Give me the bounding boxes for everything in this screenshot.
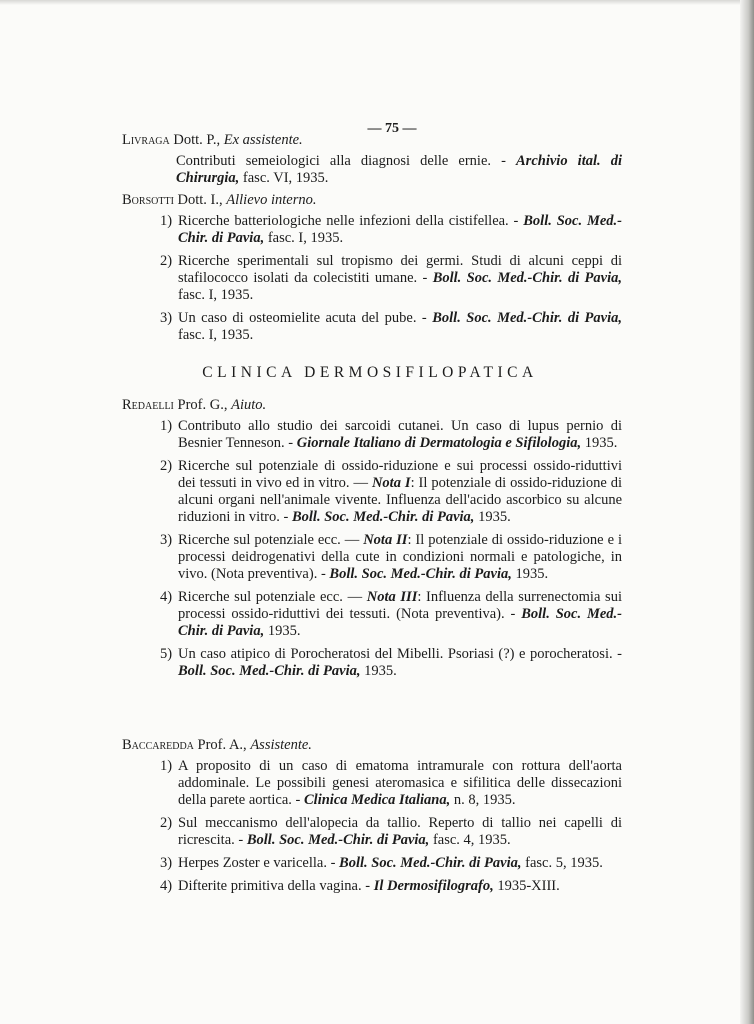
scan-top-edge bbox=[0, 0, 754, 5]
publication-entry bbox=[160, 310, 623, 344]
journal-citation: Boll. Soc. Med.-Chir. di Pavia, bbox=[178, 213, 622, 246]
entry-text: Un caso atipico di Porocheratosi del Mibelli. Psoriasi (?) e porocheratosi. - bbox=[178, 646, 622, 662]
entry-text: Sul meccanismo dell'alopecia da tallio. Reperto di tallio nei capelli di ricrescita. - bbox=[178, 815, 622, 848]
entry-text: fasc. I, 1935. bbox=[178, 327, 254, 343]
entry-text: fasc. I, 1935. bbox=[178, 287, 254, 303]
entry-text: Herpes Zoster e varicella. - bbox=[178, 855, 340, 871]
entry-text: 1935. bbox=[360, 663, 397, 679]
author-line bbox=[122, 737, 622, 754]
author-title: Dott. I., bbox=[173, 192, 227, 208]
author-role: Assistente. bbox=[250, 737, 312, 753]
entry-text: fasc. 5, 1935. bbox=[521, 855, 603, 871]
journal-citation: Il Dermosifilografo, bbox=[373, 878, 494, 894]
entry-number: 1) bbox=[160, 418, 173, 434]
section-livraga bbox=[122, 132, 622, 193]
entry-text: 1935. bbox=[474, 509, 511, 525]
entry-number: 4) bbox=[160, 878, 173, 894]
journal-citation: Clinica Medica Italiana, bbox=[304, 792, 451, 808]
publication-entry bbox=[160, 418, 622, 452]
publication-text bbox=[156, 153, 622, 187]
publication-entry bbox=[160, 758, 622, 809]
publication-entry bbox=[160, 532, 622, 583]
journal-citation: Boll. Soc. Med.-Chir. di Pavia, bbox=[178, 663, 361, 679]
author-surname: Baccaredda bbox=[122, 737, 194, 753]
entry-text: 1935. bbox=[264, 623, 301, 639]
author-role: Allievo interno. bbox=[226, 192, 317, 208]
publication-entry bbox=[156, 153, 622, 187]
entry-text: Difterite primitiva della vagina. - bbox=[178, 878, 374, 894]
section-borsotti bbox=[122, 192, 622, 350]
author-surname: Livraga bbox=[122, 132, 170, 148]
journal-citation: Archivio ital. di Chirurgia, bbox=[176, 153, 622, 186]
author-surname: Redaelli bbox=[122, 397, 174, 413]
entry-text: Contributi semeiologici alla diagnosi delle ernie. - bbox=[176, 153, 517, 169]
section-redaelli bbox=[122, 397, 622, 686]
entry-number: 3) bbox=[160, 310, 173, 326]
entry-text: Ricerche batteriologiche nelle infezioni della cistifellea. - bbox=[178, 213, 524, 229]
entry-text: : Il potenziale di ossido-riduzione di alcuni organi nell'animale vivente. Influenza dell'acido ascorbico su alcune riduzioni in vitro. - bbox=[178, 475, 623, 525]
journal-citation: Nota III bbox=[366, 589, 418, 605]
entry-text: Un caso di osteomielite acuta del pube. - bbox=[178, 310, 433, 326]
journal-citation: Boll. Soc. Med.-Chir. di Pavia, bbox=[432, 270, 623, 286]
entry-text: Ricerche sul potenziale di ossido-riduzione e sui processi ossido-riduttivi dei tessuti in vivo ed in vitro. — bbox=[178, 458, 622, 491]
entry-number: 2) bbox=[160, 458, 173, 474]
entry-number: 2) bbox=[160, 253, 173, 269]
entry-number: 3) bbox=[160, 855, 173, 871]
journal-citation: Nota II bbox=[363, 532, 408, 548]
page-number: — 75 — bbox=[367, 121, 417, 136]
journal-citation: Boll. Soc. Med.-Chir. di Pavia, bbox=[432, 310, 623, 326]
entry-text: Ricerche sul potenziale ecc. — bbox=[178, 589, 367, 605]
publication-entry bbox=[160, 815, 622, 849]
entry-text: n. 8, 1935. bbox=[450, 792, 516, 808]
section-heading: CLINICA DERMOSIFILOPATICA bbox=[202, 364, 538, 381]
publication-entry bbox=[160, 589, 623, 640]
author-role: Ex assistente. bbox=[223, 132, 303, 148]
entry-text: Contributo allo studio dei sarcoidi cutanei. Un caso di lupus pernio di Besnier Tenneson. - bbox=[178, 418, 622, 451]
entry-text: A proposito di un caso di ematoma intramurale con rottura dell'aorta addominale. Le possibili genesi ateromasica e sifilitica delle dissecazioni della parete aortica. - bbox=[178, 758, 622, 808]
entry-number: 1) bbox=[160, 758, 173, 774]
entry-text: : Influenza della surrenectomia sui processi ossido-riduttivi dei tessuti. (Nota preventiva). - bbox=[178, 589, 622, 622]
entry-text: : Il potenziale di ossido-riduzione e i processi deidrogenativi della cute in condizioni normali e patologiche, in vivo. (Nota preventiva). - bbox=[178, 532, 622, 582]
publication-entry bbox=[160, 878, 622, 895]
author-surname: Borsotti bbox=[122, 192, 174, 208]
binding-edge bbox=[740, 0, 754, 1024]
author-line bbox=[122, 192, 622, 209]
entry-text: fasc. I, 1935. bbox=[264, 230, 344, 246]
entry-text: 1935. bbox=[511, 566, 549, 582]
entry-text: Ricerche sperimentali sul tropismo dei germi. Studi di alcuni ceppi di stafilococco isolati da colecistiti umane. - bbox=[178, 253, 622, 286]
entry-number: 5) bbox=[160, 646, 173, 662]
publication-entry bbox=[160, 253, 623, 304]
journal-citation: Boll. Soc. Med.-Chir. di Pavia, bbox=[339, 855, 522, 871]
entry-text: fasc. 4, 1935. bbox=[429, 832, 511, 848]
publication-entry bbox=[160, 646, 622, 680]
journal-citation: Nota I bbox=[371, 475, 411, 491]
journal-citation: Giornale Italiano di Dermatologia e Sifilologia, bbox=[296, 435, 582, 451]
entry-number: 2) bbox=[160, 815, 173, 831]
author-title: Prof. A., bbox=[193, 737, 251, 753]
journal-citation: Boll. Soc. Med.-Chir. di Pavia, bbox=[291, 509, 475, 525]
entry-text: Ricerche sul potenziale ecc. — bbox=[178, 532, 364, 548]
entry-number: 3) bbox=[160, 532, 173, 548]
author-line bbox=[122, 132, 622, 149]
publication-entry bbox=[160, 855, 622, 872]
author-line bbox=[122, 397, 622, 414]
journal-citation: Boll. Soc. Med.-Chir. di Pavia, bbox=[246, 832, 430, 848]
entry-text: 1935. bbox=[581, 435, 618, 451]
entry-number: 1) bbox=[160, 213, 173, 229]
publication-entry bbox=[160, 458, 623, 526]
author-role: Aiuto. bbox=[231, 397, 267, 413]
journal-citation: Boll. Soc. Med.-Chir. di Pavia, bbox=[329, 566, 512, 582]
publication-entry bbox=[160, 213, 622, 247]
entry-text: 1935-XIII. bbox=[493, 878, 560, 894]
author-title: Prof. G., bbox=[173, 397, 232, 413]
author-title: Dott. P., bbox=[169, 132, 224, 148]
entry-number: 4) bbox=[160, 589, 173, 605]
journal-citation: Boll. Soc. Med.-Chir. di Pavia, bbox=[178, 606, 623, 639]
section-baccaredda bbox=[122, 737, 622, 901]
entry-text: fasc. VI, 1935. bbox=[239, 170, 329, 186]
